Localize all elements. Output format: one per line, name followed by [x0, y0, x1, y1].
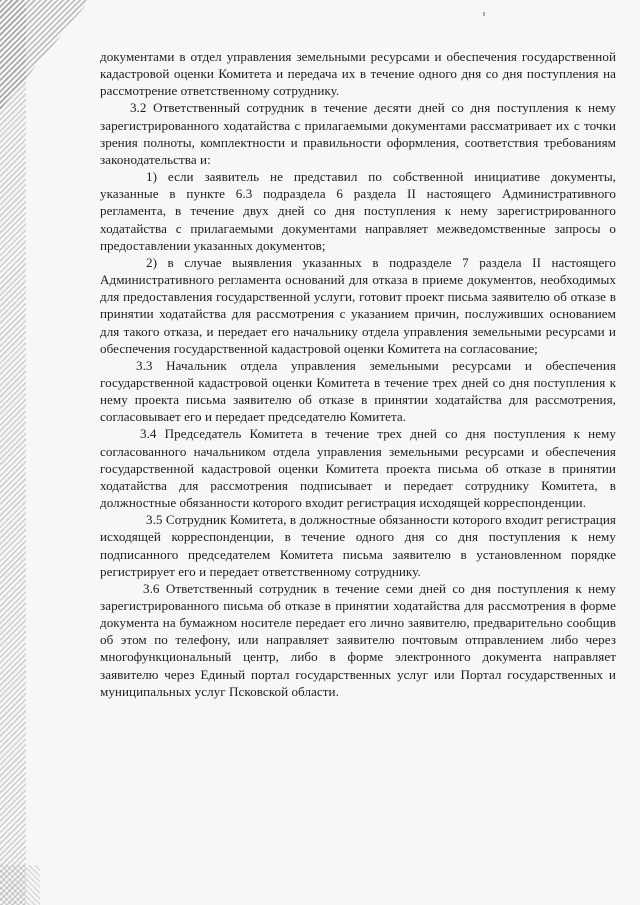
paragraph-item-1: 1) если заявитель не представил по собственной инициативе документы, указанные в пункте 6.3 подраздела 6 раздела II настоящего Административного регламента, в течение двух дней со дня поступления к нему зарегистрированного ходатайства с прилагаемыми документами направляет межведомственные запросы о предоставлении указанных документов; — [100, 169, 616, 253]
document-body — [100, 48, 616, 700]
paragraph-3-6: 3.6 Ответственный сотрудник в течение семи дней со дня поступления к нему зарегистрированного письма об отказе в принятии ходатайства для рассмотрения в форме документа на бумажном носителе передает его лично заявителю, предварительно сообщив об этом по телефону, или направляет заявителю почтовым отправлением либо через многофункциональный центр, либо в форме электронного документа направляет заявителю через Единый портал государственных услуг или Портал государственных и муниципальных услуг Псковской области. — [100, 580, 616, 699]
paragraph-item-2: 2) в случае выявления указанных в подразделе 7 раздела II настоящего Административного регламента оснований для отказа в приеме документов, необходимых для предоставления государственной услуги, готовит проект письма заявителю об отказе в принятии ходатайства для рассмотрения с указанием причин, послуживших основанием для такого отказа, и передает его начальнику отдела управления земельными ресурсами и обеспечения государственной кадастровой оценки Комитета на согласование; — [100, 254, 616, 356]
scan-corner-shading — [0, 0, 90, 110]
paragraph-3-2: 3.2 Ответственный сотрудник в течение десяти дней со дня поступления к нему зарегистрированного ходатайства с прилагаемыми документами рассматривает их с точки зрения полноты, комплектности и правильности оформления, соответствия требованиям законодательства и: — [100, 100, 616, 167]
scan-speck — [483, 12, 485, 16]
paragraph-3-5: 3.5 Сотрудник Комитета, в должностные обязанности которого входит регистрация исходящей корреспонденции, в течение одного дня со дня поступления к нему подписанного председателем Комитета письма заявителю в установленном порядке регистрирует его и передает ответственному сотруднику. — [100, 512, 616, 579]
scan-bottom-shading — [0, 865, 40, 905]
paragraph-3-3: 3.3 Начальник отдела управления земельными ресурсами и обеспечения государственной кадастровой оценки Комитета в течение трех дней со дня поступления к нему проекта письма заявителю об отказе в принятии ходатайства для рассмотрения, согласовывает его и передает председателю Комитета. — [100, 357, 616, 425]
scan-edge-shading — [0, 0, 26, 905]
paragraph-3-4: 3.4 Председатель Комитета в течение трех дней со дня поступления к нему согласованного начальником отдела управления земельными ресурсами и обеспечения государственной кадастровой оценки Комитета проекта письма об отказе в принятии ходатайства для рассмотрения подписывает и передает сотруднику Комитета, в должностные обязанности которого входит регистрация исходящей корреспонденции. — [100, 426, 616, 511]
paragraph-continuation: документами в отдел управления земельными ресурсами и обеспечения государственной кадастровой оценки Комитета и передача их в течение одного дня со дня поступления на рассмотрение ответственному сотруднику. — [100, 49, 616, 99]
